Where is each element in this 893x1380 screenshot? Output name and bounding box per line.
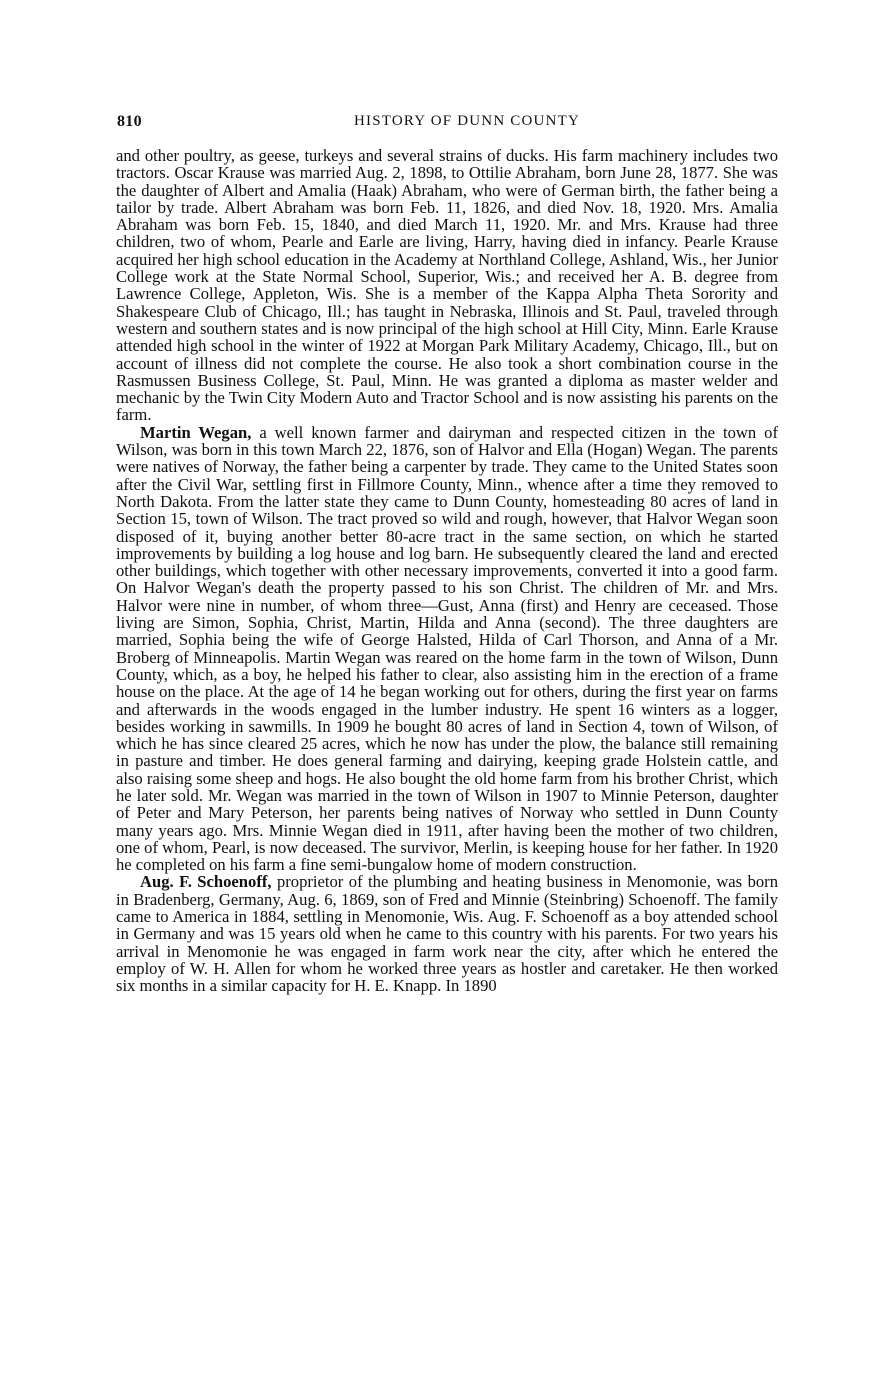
biography-subject-name: Aug. F. Schoenoff, xyxy=(140,872,272,892)
body-text xyxy=(116,147,778,995)
paragraph-martin-wegan xyxy=(116,424,778,874)
paragraph-text: a well known farmer and dairyman and respected citizen in the town of Wilson, was born in this town March 22, 1876, son of Halvor and Ella (Hogan) Wegan. The parents were natives of Norway, the father being a carpenter by trade. They came to the United States soon after the Civil War, settling first in Fillmore County, Minn., whence after a time they removed to North Dakota. From the latter state they came to Dunn County, homesteading 80 acres of land in Section 15, town of Wilson. The tract proved so wild and rough, however, that Halvor Wegan soon disposed of it, buying another better 80-acre tract in the same section, on which he started improvements by building a log house and log barn. He subsequently cleared the land and erected other buildings, which together with other necessary improvements, converted it into a good farm. On Halvor Wegan's death the property passed to his son Christ. The children of Mr. and Mrs. Halvor were nine in number, of whom three—Gust, Anna (first) and Henry are ceceased. Those living are Simon, Sophia, Christ, Martin, Hilda and Anna (second). The three daughters are married, Sophia being the wife of George Halsted, Hilda of Carl Thorson, and Anna of a Mr. Broberg of Minneapolis. Martin Wegan was reared on the home farm in the town of Wilson, Dunn County, which, as a boy, he helped his father to clear, also assisting him in the erection of a frame house on the place. At the age of 14 he began working out for others, during the first year on farms and afterwards in the woods engaged in the lumber industry. He spent 16 winters as a logger, besides working in sawmills. In 1909 he bought 80 acres of land in Section 4, town of Wilson, of which he has since cleared 25 acres, which he now has under the plow, the balance still remaining in pasture and timber. He does general farming and dairying, keeping grade Holstein cattle, and also raising some sheep and hogs. He also bought the old home farm from his brother Christ, which he later sold. Mr. Wegan was married in the town of Wilson in 1907 to Minnie Peterson, daughter of Peter and Mary Peterson, her parents being natives of Norway who settled in Dunn County many years ago. Mrs. Minnie Wegan died in 1911, after having been the mother of two children, one of whom, Pearl, is now deceased. The survivor, Merlin, is keeping house for her father. In 1920 he completed on his farm a fine semi-bungalow home of modern construction. xyxy=(116,422,778,875)
running-title: HISTORY OF DUNN COUNTY xyxy=(354,113,580,129)
paragraph-text: proprietor of the plumbing and heating business in Menomonie, was born in Bradenberg, Germany, Aug. 6, 1869, son of Fred and Minnie (Steinbring) Schoenoff. The family came to America in 1884, settling in Menomonie, Wis. Aug. F. Schoenoff as a boy attended school in Germany and was 15 years old when he came to this country with his parents. For two years his arrival in Menomonie he was engaged in farm work near the city, after which he entered the employ of W. H. Allen for whom he worked three years as hostler and caretaker. He then worked six months in a similar capacity for H. E. Knapp. In 1890 xyxy=(116,872,778,996)
paragraph-aug-schoenoff xyxy=(116,873,778,994)
biography-subject-name: Martin Wegan, xyxy=(140,422,252,442)
paragraph-krause-continued xyxy=(116,147,778,424)
paragraph-text: and other poultry, as geese, turkeys and several strains of ducks. His farm machinery includes two tractors. Oscar Krause was married Aug. 2, 1898, to Ottilie Abraham, born June 28, 1877. She was the daughter of Albert and Amalia (Haak) Abraham, who were of German birth, the father being a tailor by trade. Albert Abraham was born Feb. 11, 1826, and died Nov. 18, 1920. Mrs. Amalia Abraham was born Feb. 15, 1840, and died March 11, 1920. Mr. and Mrs. Krause had three children, two of whom, Pearle and Earle are living, Harry, having died in infancy. Pearle Krause acquired her high school education in the Academy at Northland College, Ashland, Wis., her Junior College work at the State Normal School, Superior, Wis.; and received her A. B. degree from Lawrence College, Appleton, Wis. She is a member of the Kappa Alpha Theta Sorority and Shakespeare Club of Chicago, Ill.; has taught in Nebraska, Illinois and St. Paul, traveled through western and southern states and is now principal of the high school at Hill City, Minn. Earle Krause attended high school in the winter of 1922 at Morgan Park Military Academy, Chicago, Ill., but on account of illness did not complete the course. He also took a short combination course in the Rasmussen Business College, St. Paul, Minn. He was granted a diploma as master welder and mechanic by the Twin City Modern Auto and Tractor School and is now assisting his parents on the farm. xyxy=(116,146,778,425)
page-header xyxy=(117,113,777,135)
page-number: 810 xyxy=(117,113,142,130)
